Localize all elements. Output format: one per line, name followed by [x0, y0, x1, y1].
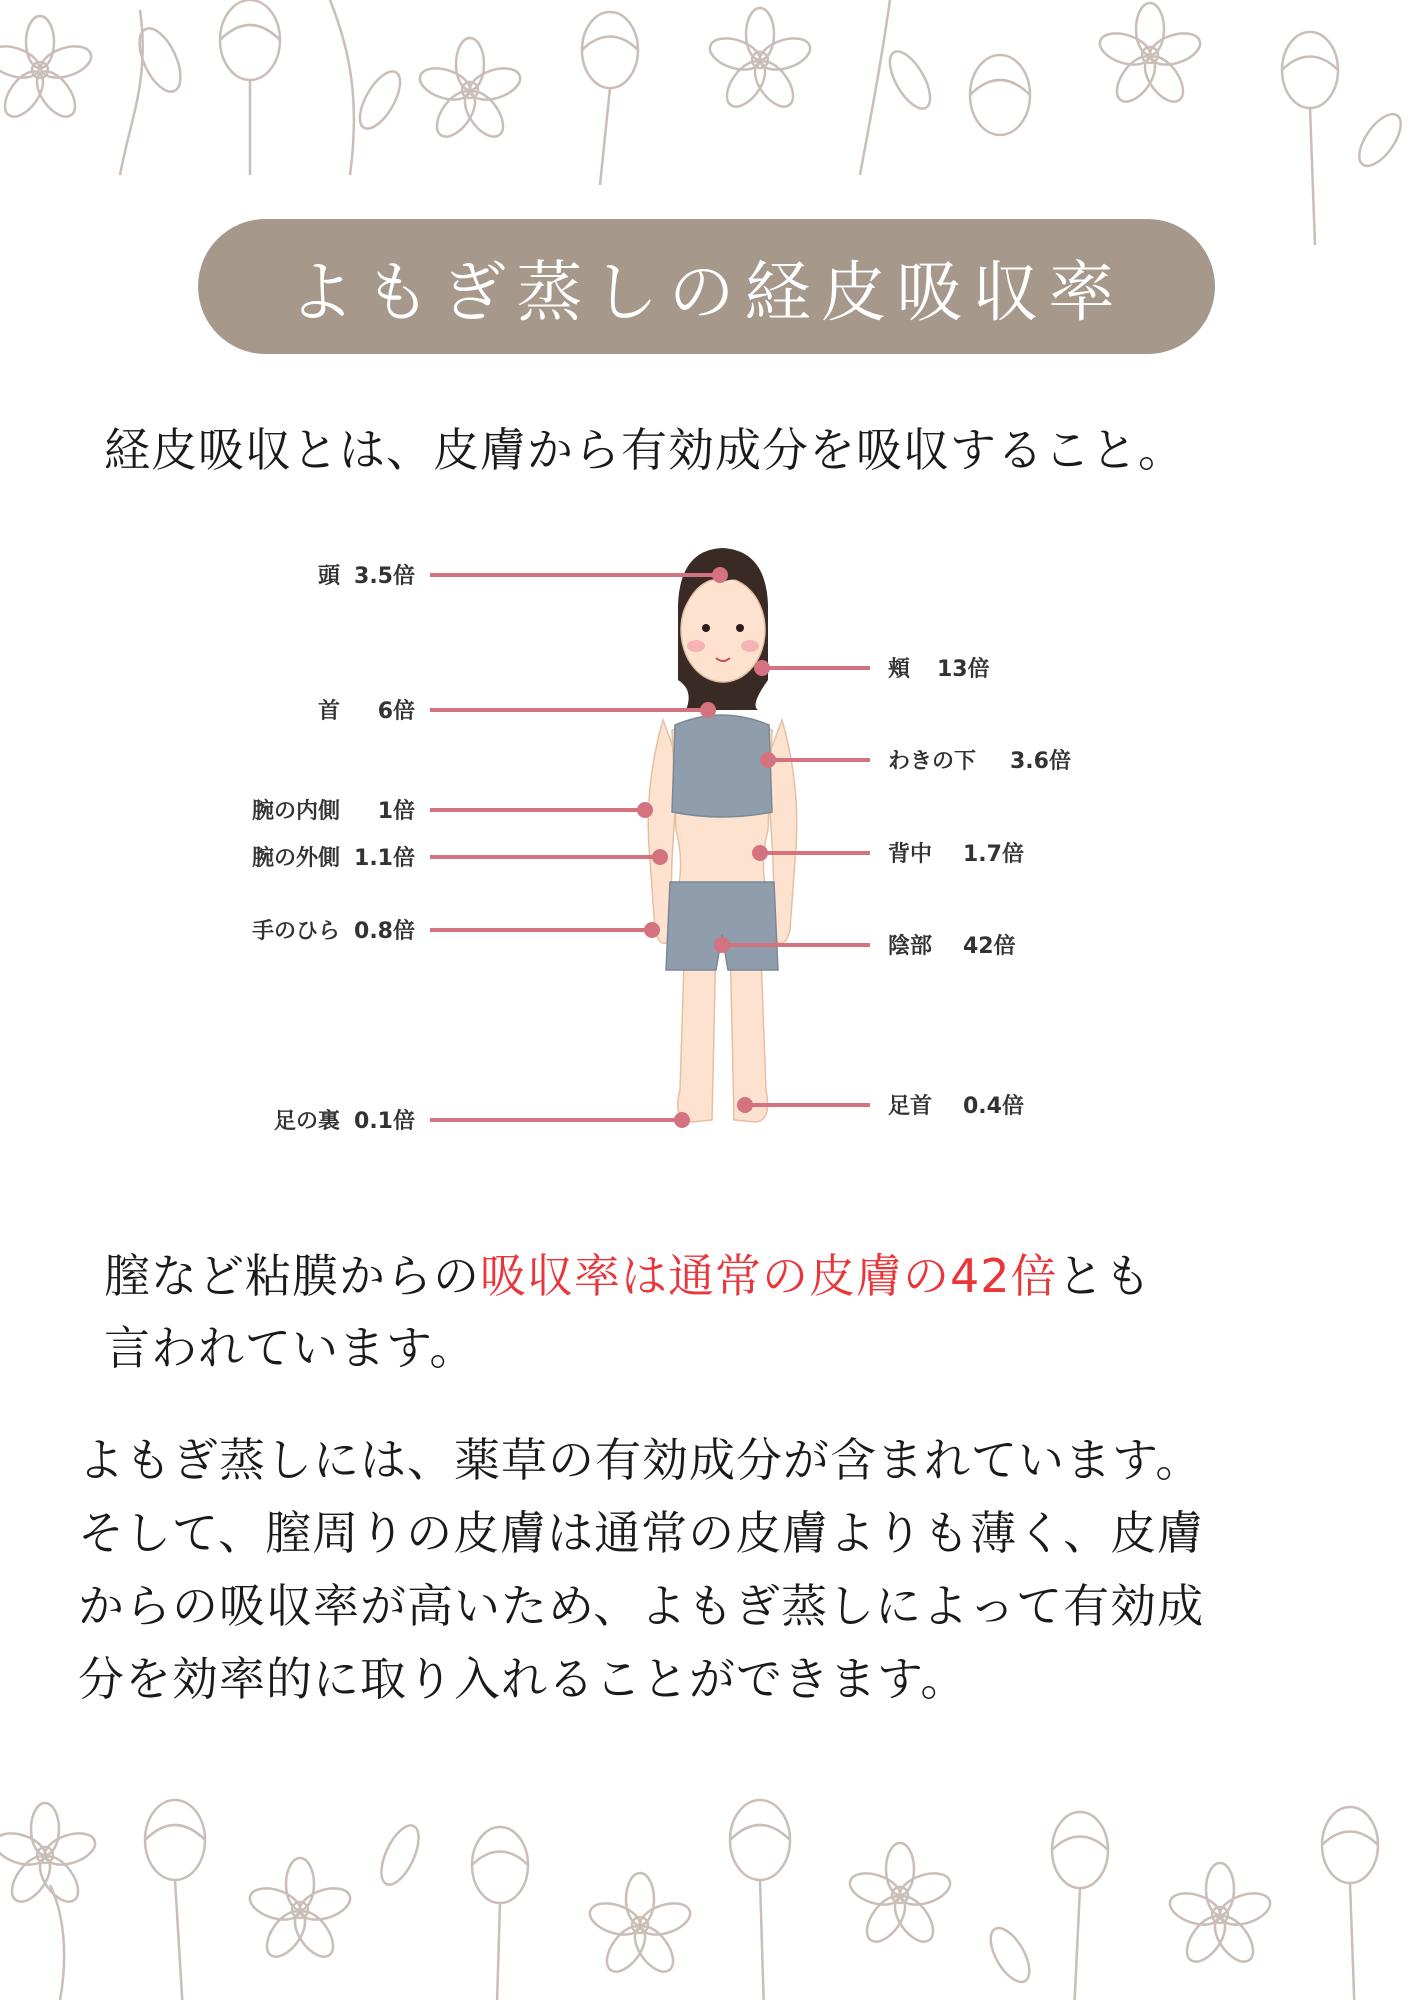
label-genital-value: 42倍 — [963, 934, 1016, 959]
label-inner-arm-part: 腕の内側 — [251, 799, 340, 824]
label-armpit-value: 3.6倍 — [1010, 749, 1071, 774]
floral-border-bottom — [0, 1795, 1414, 2000]
flower-pattern-icon — [0, 1800, 1378, 2000]
mucosa-line-1 — [104, 1240, 1334, 1312]
mucosa-highlight: 吸収率は通常の皮膚の42倍 — [480, 1249, 1058, 1303]
label-palm-value: 0.8倍 — [354, 919, 415, 944]
yomogi-line: 分を効率的に取り入れることができます。 — [78, 1652, 968, 1706]
yomogi-paragraph — [78, 1424, 1368, 1716]
label-genital-part: 陰部 — [888, 934, 933, 959]
label-sole-value: 0.1倍 — [354, 1109, 415, 1134]
label-cheek-value: 13倍 — [937, 657, 990, 682]
yomogi-line: そして、膣周りの皮膚は通常の皮膚よりも薄く、皮膚 — [78, 1506, 1205, 1560]
label-outer-arm-value: 1.1倍 — [354, 846, 415, 871]
yomogi-line: よもぎ蒸しには、薬草の有効成分が含まれています。 — [78, 1433, 1203, 1487]
mucosa-text-after: とも — [1057, 1249, 1152, 1303]
page-title: よもぎ蒸しの経皮吸収率 — [288, 254, 1125, 331]
absorption-body-diagram — [251, 530, 1100, 1150]
label-cheek-part: 頬 — [888, 657, 911, 682]
label-head-part: 頭 — [317, 564, 340, 589]
floral-border-top — [0, 0, 1414, 175]
label-neck-part: 首 — [317, 699, 340, 724]
label-inner-arm-value: 1倍 — [377, 799, 415, 824]
label-back-value: 1.7倍 — [963, 842, 1024, 867]
mucosa-text-before: 膣など粘膜からの — [104, 1249, 480, 1303]
label-head-value: 3.5倍 — [354, 564, 415, 589]
intro-text: 経皮吸収とは、皮膚から有効成分を吸収すること。 — [104, 423, 1185, 477]
label-outer-arm-part: 腕の外側 — [251, 846, 340, 871]
flower-pattern-icon — [0, 0, 1409, 245]
label-armpit-part: わきの下 — [888, 749, 977, 774]
label-palm-part: 手のひら — [251, 919, 340, 944]
woman-figure-icon — [648, 548, 797, 1122]
mucosa-paragraph — [104, 1240, 1334, 1384]
mucosa-line-2: 言われています。 — [104, 1321, 477, 1375]
title-banner — [198, 219, 1215, 354]
label-ankle-value: 0.4倍 — [963, 1094, 1024, 1119]
label-back-part: 背中 — [888, 842, 933, 867]
label-ankle-part: 足首 — [888, 1094, 933, 1119]
label-sole-part: 足の裏 — [273, 1109, 340, 1134]
label-neck-value: 6倍 — [377, 699, 415, 724]
yomogi-line: からの吸収率が高いため、よもぎ蒸しによって有効成 — [78, 1579, 1205, 1633]
